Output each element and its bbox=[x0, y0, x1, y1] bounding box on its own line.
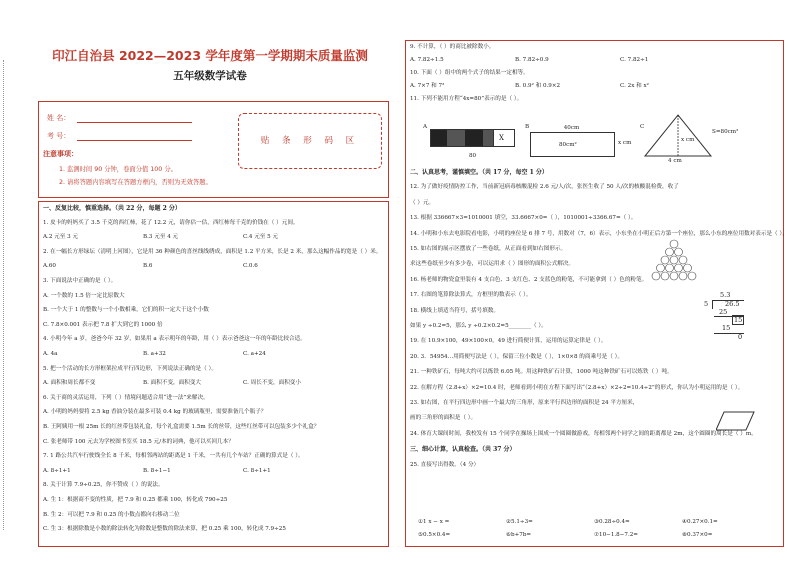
line-text: 7. 1 路公共汽车行驶线全长 8 千米，每相邻两站的距离是 1 千米，一共有几个车站？正确的算式是（ ）。 bbox=[43, 453, 304, 460]
option-3: C. 8÷1+1 bbox=[243, 467, 271, 474]
figure-b-side: x cm bbox=[618, 140, 632, 146]
line-text: C. 生 3：根据除数是小数的除法转化为除数是整数的除法来算，把 0.25 乘 100，转化成 7.9÷25 bbox=[43, 526, 286, 533]
question-line bbox=[43, 395, 386, 402]
option-2: B. 8÷1−1 bbox=[143, 467, 171, 474]
paper-rolls-figure bbox=[649, 239, 699, 281]
question-line bbox=[410, 354, 780, 361]
id-label: 考 号： bbox=[47, 132, 71, 140]
line-text: 一、反复比较，慎重选择。（共 22 分，每题 2 分） bbox=[43, 205, 181, 212]
figure-a-x: X bbox=[499, 134, 504, 142]
option-row bbox=[43, 351, 386, 358]
line-text: B. 一个大于 1 的整数与一个小数相乘，它们的积一定大于这个小数 bbox=[43, 307, 209, 314]
division-step-2: 15 bbox=[714, 316, 744, 325]
line-text: B. 王阿姨用一根 25m 长的红丝带包装礼盒，每个礼盒需要 1.5m 长的丝带，这些红丝带可以包装多少个礼盒？ bbox=[43, 424, 320, 430]
left-question-box bbox=[38, 201, 389, 547]
rule-2: 2. 请将答题内容填写在答题方框内，否则为无效答题。 bbox=[59, 179, 212, 186]
binding-line bbox=[3, 60, 9, 530]
option-2: B. 0.9² 和 0.9×2 bbox=[515, 83, 561, 89]
question-line bbox=[43, 336, 386, 343]
question-line bbox=[43, 512, 386, 519]
calc-item: ③0.28÷0.4= bbox=[594, 519, 630, 525]
question-line bbox=[43, 526, 386, 533]
question-line bbox=[410, 246, 780, 253]
section-heading bbox=[410, 169, 780, 177]
section-heading bbox=[43, 205, 386, 213]
line-text: 三、细心计算，认真检查。（共 37 分） bbox=[410, 446, 516, 454]
division-dividend: 26.5 bbox=[712, 300, 744, 309]
section-heading bbox=[410, 446, 780, 454]
line-text: 16. 杨老师的物瓷盒里装有 4 支白色、3 支红色、2 支蓝色的粉笔，不可能拿到（ ）色的粉笔。 bbox=[410, 276, 648, 283]
line-text: C. 张老师带 100 元去为学校图书室买 18.5 元/本的词典，他可以买回几本？ bbox=[43, 438, 234, 445]
option-3: C.0.6 bbox=[243, 263, 258, 270]
line-text: B. 生 2：可以把 7.9 和 0.25 的小数点都向右移动二位 bbox=[43, 511, 180, 518]
rule-1: 1. 监测时间 90 分钟，卷面分值 100 分。 bbox=[59, 166, 177, 173]
figure-c-height: x cm bbox=[681, 137, 695, 143]
question-line bbox=[410, 70, 780, 77]
line-text: 13. 根据 336667×3=1010001 填空，33.6667×0=（ ），1010001÷3366.67=（ ）。 bbox=[410, 215, 637, 222]
question-line bbox=[43, 220, 386, 227]
question-line bbox=[410, 261, 780, 268]
line-text: 15. 如右图的展示区摆放了一些卷纸，从正面看到如右图形示。 bbox=[410, 246, 567, 252]
option-2: B. a+32 bbox=[143, 351, 166, 357]
id-field[interactable] bbox=[77, 140, 192, 141]
line-text: （ ）元。 bbox=[410, 199, 435, 206]
figure-b-rect bbox=[530, 132, 615, 157]
figure-c-area: S=80cm² bbox=[712, 129, 739, 135]
calculation-grid bbox=[418, 519, 778, 543]
question-line bbox=[410, 462, 780, 469]
notice-title: 注意事项： bbox=[43, 150, 78, 158]
option-2: B.6 bbox=[143, 263, 153, 270]
line-text: 二、认真思考，谨慎填空。（共 17 分，每空 1 分） bbox=[410, 169, 548, 176]
figure-c-triangle bbox=[643, 111, 713, 161]
line-text: 1. 皮卡的妈妈买了 3.5 千克的西红柿，花了 12.2 元，请你估一估，西红柿每千克的价钱在（ ）元间。 bbox=[43, 219, 299, 226]
line-text: 9. 不计算，（ ）的商比被除数小。 bbox=[410, 44, 495, 50]
calc-item: ⑥b+7b= bbox=[506, 532, 532, 538]
option-2: B. 面积不变，面积变大 bbox=[143, 380, 202, 387]
right-questions bbox=[410, 169, 788, 515]
line-text: 23. 如右图，在平行四边形中画一个最大的三角形，原来平行四边形的面积是 24 平方厘米， bbox=[410, 400, 639, 406]
line-text: 20. 3．54954…用简便写法是（ ），保留三位小数是（ ），1×0×8 的商乘号是（ ）。 bbox=[410, 353, 624, 360]
line-text: A.60 bbox=[43, 263, 56, 270]
calc-item: ⑧0.37×0= bbox=[682, 532, 713, 538]
line-text: A. 4a bbox=[43, 351, 58, 357]
calc-item: ⑤0.5×0.4= bbox=[418, 532, 451, 538]
question-line bbox=[43, 424, 386, 431]
question-line bbox=[410, 215, 780, 222]
question-line bbox=[410, 277, 780, 284]
question-line bbox=[410, 369, 780, 376]
option-3: C. 2x 和 x² bbox=[620, 83, 649, 89]
right-question-box bbox=[405, 40, 788, 547]
division-divisor: 5 bbox=[704, 300, 709, 308]
line-text: A. 7.82÷1.5 bbox=[410, 57, 444, 63]
option-row bbox=[43, 263, 386, 270]
option-2: B.3 元至 4 元 bbox=[143, 234, 179, 241]
line-text: 18. 横线上填适当符号，括号填数。 bbox=[410, 307, 499, 314]
figure-c-base: 4 cm bbox=[668, 158, 682, 164]
line-text: 25. 直接写出得数。（4 分） bbox=[410, 461, 480, 468]
line-text: 4. 小明今年 a 岁，爸爸今年 32 岁，如果用 a 表示明年的年龄，用（ ）表示爸爸这一年的年龄比较合适。 bbox=[43, 336, 306, 343]
option-row bbox=[43, 380, 386, 387]
right-questions-top bbox=[410, 44, 780, 114]
line-text: A. 小明的妈妈要将 2.5 kg 香油分装在最多可装 0.4 kg 的玻璃瓶里，需要准备几个瓶子？ bbox=[43, 409, 267, 416]
line-text: 19. 在 10.9×100，49×100×0，49 进行简便计算，运用的运算定律是（ ）。 bbox=[410, 338, 607, 345]
question-line bbox=[410, 200, 780, 207]
figure-a-letter: A bbox=[423, 124, 428, 130]
option-row bbox=[410, 83, 780, 90]
figure-b-width: 40cm bbox=[563, 125, 580, 131]
line-text: 24. 体育大课间时间，我校发有 15 个同学在操场上围成一个圆圈做游戏，每相邻两个同学之间的距离都是 2m，这个圆圈的周长是（ ）m。 bbox=[410, 430, 757, 437]
question-line bbox=[43, 322, 386, 329]
calc-item: ④0.27×0.1= bbox=[682, 519, 718, 525]
question-line bbox=[410, 230, 788, 238]
line-text: A. 生 1：根据商不变的性质，把 7.9 和 0.25 都乘 100，转化成 790÷25 bbox=[43, 497, 228, 503]
division-quotient: 5.3 bbox=[720, 291, 731, 299]
question-line bbox=[43, 366, 386, 373]
line-text: A. 8÷1+1 bbox=[43, 467, 71, 474]
line-text: 12. 为了做好疫情防控工作，当前新冠病毒核酸混检 2.6 元/人/次，张医生收了 50 人/次的核酸混检费，收了 bbox=[410, 184, 679, 191]
question-line bbox=[43, 497, 386, 504]
division-remainder: 0 bbox=[714, 333, 744, 342]
line-text: A. 面积和周长都不变 bbox=[43, 380, 96, 387]
line-text: 10. 下面（ ）组中的两个式子的结果一定相等。 bbox=[410, 70, 529, 76]
question-line bbox=[43, 482, 386, 489]
line-text: A. 7×7 和 7² bbox=[410, 83, 445, 89]
figure-b-area: 80cm² bbox=[559, 142, 577, 148]
option-3: C. 周长不变，面积变小 bbox=[243, 380, 301, 387]
line-text: 求这些卷纸至少有多少卷，可以运用求（ ）图形的面积公式解决。 bbox=[410, 261, 574, 268]
option-row bbox=[43, 234, 386, 241]
division-step-1: 25 bbox=[719, 307, 728, 316]
line-text: 如果 y ÷0.2=5，那么 y ÷0.2×0.2=5________（ ）。 bbox=[410, 323, 547, 329]
line-text: 17. 右图的笔算除法算式，方框里的数表示（ ）。 bbox=[410, 292, 532, 299]
page-title: 印江自治县 2022—2023 学年度第一学期期末质量监测 bbox=[52, 48, 368, 63]
line-text: A. 一个数的 1.5 倍一定比原数大 bbox=[43, 292, 125, 299]
line-text: 8. 关于计算 7.9÷0.25，你不赞成（ ）的说法。 bbox=[43, 482, 164, 489]
line-text: 11. 下列不能用方程“4x=80”表示的是（ ）。 bbox=[410, 96, 523, 102]
question-line bbox=[43, 453, 386, 460]
calc-item: ⑦10−1.8−7.2= bbox=[594, 532, 638, 538]
question-line bbox=[410, 44, 780, 51]
line-text: A.2 元至 3 元 bbox=[43, 234, 79, 241]
page-subtitle: 五年级数学试卷 bbox=[173, 70, 247, 82]
line-text: 5. 把一个活动的长方形框架拉成平行四边形，下列说法正确的是（ ）。 bbox=[43, 365, 217, 372]
calc-item: ②5.1÷3= bbox=[506, 519, 533, 525]
question-line bbox=[43, 278, 386, 285]
option-3: C.4 元至 5 元 bbox=[243, 234, 279, 241]
question-line bbox=[43, 249, 386, 256]
line-text: 2. 在一幅长方形绿坛（清明上河图），它是用 36 种颜色的喜丝线线绣成，面积是 1.2 平方米，长是 2 米，那么这幅作品的宽是（ ）米。 bbox=[43, 248, 382, 255]
question-line bbox=[410, 385, 780, 392]
option-3: C. 7.82÷1 bbox=[620, 57, 649, 63]
line-text: 14. 小明和小东去电影院看电影，小明的座位是 6 排 7 号，用数对（7，6）表示，小东坐在小明正后方第一个座位，那么小东的座位用数对表示是（ ）。 bbox=[410, 230, 788, 237]
figure-b-letter: B bbox=[525, 124, 530, 130]
line-text: 画的三角形的面积是（ ）。 bbox=[410, 415, 477, 422]
barcode-area: 贴 条 形 码 区 bbox=[238, 113, 382, 169]
long-division-figure bbox=[704, 292, 744, 342]
question-line bbox=[410, 400, 780, 407]
parallelogram-figure bbox=[716, 410, 756, 432]
option-3: C. a+24 bbox=[243, 351, 266, 357]
question-line bbox=[43, 307, 386, 314]
figure-a-total: 80 bbox=[468, 153, 477, 159]
line-text: 6. 关于商的灵活运用，下列（ ）情境问题适合用“进一法”来解决。 bbox=[43, 394, 209, 401]
question-line bbox=[43, 409, 386, 416]
figure-c-letter: C bbox=[640, 124, 645, 130]
line-text: 3. 下面说法中正确的是（ ）。 bbox=[43, 278, 117, 284]
option-2: B. 7.82÷0.9 bbox=[515, 57, 549, 63]
line-text: C. 7.8×0.001 表示把 7.8 扩大到它的 1000 倍 bbox=[43, 321, 163, 328]
calc-item: ①1 x − x = bbox=[418, 519, 450, 525]
name-label: 姓 名： bbox=[47, 114, 71, 122]
question-line bbox=[43, 293, 386, 300]
question-line bbox=[410, 96, 780, 103]
option-row bbox=[410, 57, 780, 64]
line-text: 21. 一种铁矿石，每吨大约可以炼铁 6.05 吨。用这种铁矿石计算，1000 吨这种铁矿石可以炼铁（ ）吨。 bbox=[410, 369, 673, 376]
question-line bbox=[43, 439, 386, 446]
division-step-3: 15 bbox=[722, 324, 731, 333]
line-text: 22. 在解方程（2.8+x）×2=10.4 时，老师看到小明在方程下面写出“（2.8+x）×2÷2=10.4÷2”的形式，你认为小明运用的是（ ）。 bbox=[410, 384, 744, 391]
left-questions bbox=[43, 205, 386, 543]
question-line bbox=[410, 184, 780, 191]
option-row bbox=[43, 468, 386, 475]
name-field[interactable] bbox=[77, 122, 192, 123]
figure-a-bar bbox=[430, 129, 515, 147]
